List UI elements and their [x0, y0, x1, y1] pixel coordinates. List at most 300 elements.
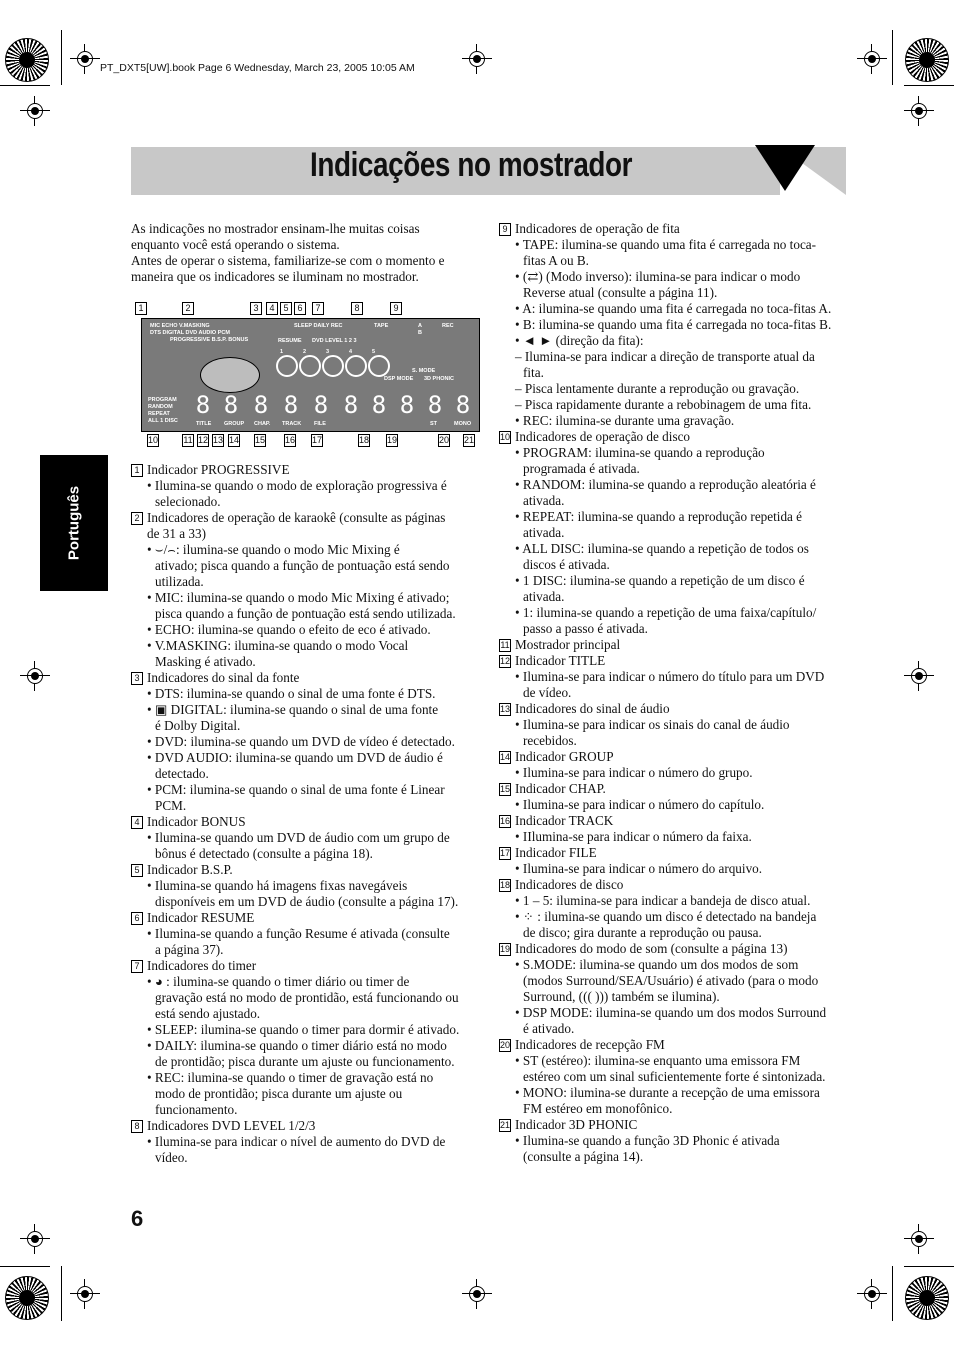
callout-label: 20: [439, 435, 450, 445]
bullet-text: DVD: ilumina-se quando um DVD de vídeo é detectado.: [154, 734, 455, 749]
bullet-icon: •: [515, 573, 523, 588]
continuation-line: vídeo.: [155, 1150, 188, 1165]
bullet-icon: •: [147, 750, 155, 765]
display-sleep: SLEEP DAILY REC: [294, 323, 343, 329]
bullet-line: [131, 734, 479, 750]
continuation-line: ativado; pisca quando a função de pontuação está sendo: [155, 558, 450, 573]
item-heading-text: Indicador TITLE: [515, 653, 606, 668]
bullet-icon: •: [515, 413, 523, 428]
continuation-line: de prontidão; pisca durante um ajuste ou funcionamento.: [155, 1054, 455, 1069]
bullet-line: [499, 413, 849, 429]
bullet-line: [499, 237, 849, 253]
item-heading: [499, 701, 849, 717]
continuation-line: (consulte a página 14).: [523, 1149, 644, 1164]
item-heading-text: Indicadores do modo de som (consulte a página 13): [515, 941, 788, 956]
callout-label: 4: [266, 302, 278, 315]
bullet-text: (⇄) (Modo inverso): ilumina-se para indicar o modo: [522, 269, 801, 284]
item-heading-text: Indicador GROUP: [515, 749, 614, 764]
bullet-line: [499, 509, 849, 525]
crosshair-mark-icon: [20, 661, 50, 691]
bullet-icon: •: [515, 237, 523, 252]
item-heading-text: Indicador RESUME: [147, 910, 255, 925]
bullet-line: [131, 1038, 479, 1054]
bullet-text: A: ilumina-se quando uma fita é carregada no toca-fitas A.: [522, 301, 832, 316]
bullet-text: 1 – 5: ilumina-se para indicar a bandeja de disco atual.: [522, 893, 811, 908]
bullet-line: [131, 926, 479, 942]
bullet-icon: •: [515, 893, 523, 908]
callout-label: 6: [294, 302, 306, 315]
bullet-text: Ilumina-se para indicar o número do título para um DVD: [522, 669, 825, 684]
bullet-text: REC: ilumina-se durante uma gravação.: [522, 413, 735, 428]
bullet-text: V.MASKING: ilumina-se quando o modo Vocal: [154, 638, 409, 653]
disc-indicator-icon: [299, 355, 321, 377]
item-heading: [499, 429, 849, 445]
display-tape: TAPE: [374, 323, 389, 329]
bullet-icon: •: [515, 797, 523, 812]
item-number-box: 14: [500, 752, 511, 762]
bullet-text: ◄ ► (direção da fita):: [522, 333, 644, 348]
item-number-box: 16: [500, 816, 511, 826]
continuation-line: PCM.: [155, 798, 187, 813]
segment-digit: 8: [195, 391, 211, 419]
item-heading: [131, 910, 479, 926]
bullet-line: [499, 669, 849, 685]
bullet-line: [499, 333, 849, 349]
bullet-line: [499, 605, 849, 621]
bullet-icon: •: [147, 926, 155, 941]
bullet-icon: •: [147, 542, 155, 557]
item-heading: [499, 941, 849, 957]
bullet-icon: •: [515, 509, 523, 524]
display-left-block: ALL 1 DISC: [148, 418, 178, 424]
bullet-icon: •: [147, 830, 155, 845]
continuation-line: pisca quando a função de pontuação está sendo utilizada.: [155, 606, 456, 621]
bullet-icon: •: [515, 541, 523, 556]
bullet-icon: •: [515, 829, 523, 844]
crosshair-mark-icon: [70, 44, 100, 74]
callout-label: 14: [229, 435, 240, 445]
continuation-line: gravação está no modo de prontidão, está funcionando ou: [155, 990, 459, 1005]
crop-mark: [892, 1266, 893, 1321]
item-number-box: 1: [131, 464, 143, 477]
bullet-icon: •: [147, 622, 155, 637]
crosshair-mark-icon: [20, 96, 50, 126]
bullet-icon: •: [515, 909, 523, 924]
item-heading: [131, 670, 479, 686]
display-smode: S. MODE: [412, 368, 436, 374]
item-heading: [131, 462, 479, 478]
bullet-text: Ilumina-se quando a função 3D Phonic é ativada: [522, 1133, 780, 1148]
crop-mark: [904, 85, 954, 86]
segment-digit: 8: [253, 391, 269, 419]
segment-digit: 8: [371, 391, 387, 419]
item-number-box: 5: [131, 864, 143, 877]
intro-paragraph: [131, 221, 476, 285]
bullet-line: [499, 445, 849, 461]
bullet-text: Ilumina-se para indicar o número do arquivo.: [522, 861, 763, 876]
intro-line: Antes de operar o sistema, familiarize-se com o momento e: [131, 253, 445, 268]
crosshair-mark-icon: [70, 1279, 100, 1309]
disc-number: 4: [349, 349, 353, 355]
continuation-line: disponíveis em um DVD de áudio (consulte a página 17).: [155, 894, 459, 909]
left-column: [131, 462, 479, 1166]
bullet-text: B: ilumina-se quando uma fita é carregada no toca-fitas B.: [522, 317, 832, 332]
disc-indicator-icon: [322, 355, 344, 377]
display-a: A: [418, 323, 422, 329]
bullet-text: ⁘ : ilumina-se quando um disco é detectado na bandeja: [522, 909, 817, 924]
bullet-line: [499, 573, 849, 589]
item-heading: [499, 845, 849, 861]
continuation-line: funcionamento.: [155, 1102, 238, 1117]
item-heading-text: Indicadores DVD LEVEL 1/2/3: [147, 1118, 316, 1133]
bullet-line: [131, 590, 479, 606]
item-number-box: 8: [131, 1120, 143, 1133]
crosshair-mark-icon: [904, 1224, 934, 1254]
item-heading-text: Indicador B.S.P.: [147, 862, 233, 877]
display-left-block: REPEAT: [148, 411, 170, 417]
item-heading-text: Indicadores de operação de karaokê (consulte as páginas: [147, 510, 446, 525]
item-heading: [131, 510, 479, 526]
crosshair-mark-icon: [857, 1279, 887, 1309]
continuation-line: bônus é detectado (consulte a página 18).: [155, 846, 373, 861]
bullet-icon: •: [147, 686, 155, 701]
continuation-line: está sendo ajustado.: [155, 1006, 261, 1021]
bullet-line: [131, 878, 479, 894]
item-number-box: 2: [131, 512, 143, 525]
item-heading-text: Indicadores do sinal da fonte: [147, 670, 300, 685]
bullet-line: [499, 477, 849, 493]
item-number-box: 7: [131, 960, 143, 973]
dash-line: [499, 349, 849, 365]
bullet-icon: •: [515, 669, 523, 684]
bullet-icon: •: [515, 445, 523, 460]
page-title: Indicações no mostrador: [310, 146, 633, 184]
callout-label: 19: [387, 435, 398, 445]
bullet-line: [499, 909, 849, 925]
bullet-line: [499, 717, 849, 733]
continuation-line: passo a passo é ativada.: [523, 621, 648, 636]
continuation-line: selecionado.: [155, 494, 221, 509]
item-heading: [499, 637, 849, 653]
display-b: B: [418, 330, 422, 336]
item-heading-text: Indicadores do timer: [147, 958, 257, 973]
display-dvd-level: DVD LEVEL 1 2 3: [312, 338, 357, 344]
item-number-box: 19: [500, 944, 511, 954]
right-column: [499, 221, 849, 1165]
crosshair-mark-icon: [462, 44, 492, 74]
bullet-text: SLEEP: ilumina-se quando o timer para dormir é ativado.: [154, 1022, 460, 1037]
callout-label: 2: [182, 302, 194, 315]
language-side-tab-label: Português: [65, 485, 83, 561]
crop-mark: [61, 30, 62, 85]
registration-starburst-icon: [905, 38, 949, 82]
item-number-box: 12: [500, 656, 511, 666]
bullet-text: ECHO: ilumina-se quando o efeito de eco é ativado.: [154, 622, 431, 637]
item-heading: [499, 1117, 849, 1133]
continuation-line: fita.: [523, 365, 544, 380]
bullet-icon: •: [147, 1038, 155, 1053]
item-heading: [499, 781, 849, 797]
display-under-label: FILE: [314, 421, 326, 427]
bullet-icon: •: [147, 1134, 155, 1149]
bullet-line: [131, 1070, 479, 1086]
disc-tray-icon: [200, 357, 260, 393]
bullet-line: [499, 317, 849, 333]
item-heading: [131, 1118, 479, 1134]
bullet-icon: •: [515, 1133, 523, 1148]
bullet-line: [131, 830, 479, 846]
bullet-text: REC: ilumina-se quando o timer de gravação está no: [154, 1070, 434, 1085]
display-resume: RESUME: [278, 338, 302, 344]
item-number-box: 3: [131, 672, 143, 685]
bullet-line: [131, 638, 479, 654]
continuation-line: estéreo com um sinal suficientemente forte é sintonizada.: [523, 1069, 826, 1084]
bullet-icon: •: [147, 734, 155, 749]
intro-line: maneira que os indicadores se iluminam no mostrador.: [131, 269, 419, 284]
bullet-icon: •: [147, 878, 155, 893]
bullet-text: RANDOM: ilumina-se quando a reprodução aleatória é: [522, 477, 816, 492]
book-header-line: PT_DXT5[UW].book Page 6 Wednesday, March 23, 2005 10:05 AM: [100, 62, 415, 74]
bullet-icon: •: [515, 1053, 523, 1068]
display-left-block: PROGRAM: [148, 397, 177, 403]
display-st: ST: [430, 421, 438, 427]
bullet-icon: •: [147, 1022, 155, 1037]
crop-mark: [904, 1266, 954, 1267]
disc-indicator-icon: [368, 355, 390, 377]
bullet-icon: •: [147, 590, 155, 605]
bullet-icon: •: [147, 782, 155, 797]
segment-digit: 8: [455, 391, 471, 419]
intro-line: As indicações no mostrador ensinam-lhe muitas coisas: [131, 221, 420, 236]
segment-digit: 8: [427, 391, 443, 419]
bullet-icon: •: [147, 1070, 155, 1085]
display-left-block: RANDOM: [148, 404, 173, 410]
bullet-text: Ilumina-se para indicar os sinais do canal de áudio: [522, 717, 790, 732]
bullet-text: Ilumina-se para indicar o número do capítulo.: [522, 797, 765, 812]
continuation-line: recebidos.: [523, 733, 577, 748]
bullet-icon: •: [515, 957, 523, 972]
item-heading: [499, 221, 849, 237]
title-triangle-icon: [750, 143, 850, 197]
bullet-text: ⌣/⌢: ilumina-se quando o modo Mic Mixing é: [154, 542, 400, 557]
callout-label: 3: [250, 302, 262, 315]
bullet-text: MIC: ilumina-se quando o modo Mic Mixing é ativado;: [154, 590, 450, 605]
continuation-line: é ativado.: [523, 1021, 575, 1036]
bullet-text: PCM: ilumina-se quando o sinal de uma fonte é Linear: [154, 782, 445, 797]
callout-label: 9: [390, 302, 402, 315]
continuation-line: ativada.: [523, 589, 565, 604]
item-heading: [499, 653, 849, 669]
bullet-text: Ilumina-se quando a função Resume é ativada (consulte: [154, 926, 450, 941]
item-number-box: 4: [131, 816, 143, 829]
bullet-text: IIlumina-se para indicar o número da faixa.: [522, 829, 752, 844]
segment-digit: 8: [283, 391, 299, 419]
language-side-tab: [40, 455, 108, 591]
item-heading-text: Indicador FILE: [515, 845, 597, 860]
bullet-line: [131, 750, 479, 766]
item-heading-text: Indicador 3D PHONIC: [515, 1117, 638, 1132]
segment-digit: 8: [223, 391, 239, 419]
bullet-icon: •: [515, 301, 523, 316]
bullet-icon: •: [515, 1005, 523, 1020]
bullet-icon: •: [147, 478, 155, 493]
continuation-line: FM estéreo em monofônico.: [523, 1101, 673, 1116]
display-diagram: [131, 300, 478, 450]
bullet-line: [499, 893, 849, 909]
crosshair-mark-icon: [857, 44, 887, 74]
item-heading-text: Indicador TRACK: [515, 813, 614, 828]
bullet-text: Ilumina-se quando o modo de exploração progressiva é: [154, 478, 447, 493]
callout-label: 16: [285, 435, 296, 445]
bullet-text: DTS: ilumina-se quando o sinal de uma fonte é DTS.: [154, 686, 436, 701]
bullet-icon: •: [515, 477, 523, 492]
bullet-line: [499, 797, 849, 813]
bullet-line: [499, 829, 849, 845]
item-number-box: 13: [500, 704, 511, 714]
display-row3: PROGRESSIVE B.S.P. BONUS: [170, 337, 249, 343]
continuation-line: ativada.: [523, 525, 565, 540]
bullet-icon: •: [147, 702, 155, 717]
display-mono: MONO: [454, 421, 472, 427]
dash-text: Ilumina-se para indicar a direção de transporte atual da: [524, 349, 815, 364]
dash-icon: –: [515, 349, 525, 364]
continuation-line: a página 37).: [155, 942, 224, 957]
display-under-label: TRACK: [282, 421, 302, 427]
continuation-line: é Dolby Digital.: [155, 718, 241, 733]
bullet-line: [499, 1053, 849, 1069]
continuation-line: fitas A ou B.: [523, 253, 589, 268]
bullet-text: REPEAT: ilumina-se quando a reprodução repetida é: [522, 509, 803, 524]
display-dsp: DSP MODE: [384, 376, 414, 382]
callout-label: 17: [312, 435, 323, 445]
item-heading: [499, 749, 849, 765]
bullet-line: [131, 686, 479, 702]
callout-label: 1: [135, 302, 147, 315]
bullet-line: [131, 1134, 479, 1150]
bullet-icon: •: [515, 269, 523, 284]
bullet-icon: •: [147, 974, 155, 989]
bullet-line: [499, 1085, 849, 1101]
bullet-line: [131, 702, 479, 718]
bullet-text: MONO: ilumina-se durante a recepção de uma emissora: [522, 1085, 820, 1100]
display-row2: DTS DIGITAL DVD AUDIO PCM: [150, 330, 230, 336]
item-heading: [499, 1037, 849, 1053]
callout-label: 21: [464, 435, 475, 445]
continuation-line: utilizada.: [155, 574, 204, 589]
intro-line: enquanto você está operando o sistema.: [131, 237, 340, 252]
callout-label: 5: [280, 302, 292, 315]
crosshair-mark-icon: [904, 661, 934, 691]
bullet-text: DAILY: ilumina-se quando o timer diário está no modo: [154, 1038, 447, 1053]
item-heading-text: Indicadores de disco: [515, 877, 624, 892]
item-heading: [499, 877, 849, 893]
callout-label: 18: [359, 435, 370, 445]
bullet-text: DVD AUDIO: ilumina-se quando um DVD de áudio é: [154, 750, 443, 765]
item-number-box: 10: [500, 432, 511, 442]
registration-starburst-icon: [905, 1276, 949, 1320]
callout-label: 11: [183, 435, 193, 445]
bullet-line: [131, 478, 479, 494]
item-heading-continued: de 31 a 33): [147, 526, 206, 541]
segment-digit: 8: [399, 391, 415, 419]
bullet-line: [499, 861, 849, 877]
display-under-label: GROUP: [224, 421, 245, 427]
item-heading-text: Indicadores de operação de fita: [515, 221, 680, 236]
disc-number: 5: [372, 349, 376, 355]
item-number-box: 20: [500, 1040, 511, 1050]
item-heading: [131, 814, 479, 830]
display-panel: [141, 318, 480, 432]
item-number-box: 6: [131, 912, 143, 925]
continuation-line: Masking é ativado.: [155, 654, 256, 669]
item-heading-text: Indicadores de operação de disco: [515, 429, 691, 444]
display-phonic: 3D PHONIC: [424, 376, 454, 382]
callout-label: 8: [351, 302, 363, 315]
continuation-line: programada é ativada.: [523, 461, 640, 476]
disc-indicator-icon: [345, 355, 367, 377]
bullet-text: Ilumina-se quando há imagens fixas navegáveis: [154, 878, 408, 893]
bullet-text: TAPE: ilumina-se quando uma fita é carregada no toca-: [522, 237, 817, 252]
item-heading: [131, 958, 479, 974]
display-under-label: CHAP.: [254, 421, 271, 427]
dash-line: [499, 397, 849, 413]
continuation-line: modo de prontidão; pisca durante um ajuste ou: [155, 1086, 403, 1101]
bullet-text: 1 DISC: ilumina-se quando a repetição de um disco é: [522, 573, 805, 588]
crop-mark: [0, 1266, 50, 1267]
item-heading: [131, 862, 479, 878]
bullet-line: [499, 1133, 849, 1149]
callout-label: 10: [148, 435, 159, 445]
item-heading-text: Indicador CHAP.: [515, 781, 606, 796]
item-heading-text: Indicadores de recepção FM: [515, 1037, 665, 1052]
continuation-line: de disco; gira durante a reprodução ou pausa.: [523, 925, 762, 940]
bullet-line: [499, 301, 849, 317]
item-heading: [499, 813, 849, 829]
display-rec: REC: [442, 323, 454, 329]
registration-starburst-icon: [5, 1276, 49, 1320]
item-number-box: 21: [500, 1120, 511, 1130]
crop-mark: [61, 1266, 62, 1321]
page-number: 6: [131, 1206, 144, 1231]
bullet-text: Ilumina-se para indicar o número do grupo.: [522, 765, 753, 780]
bullet-icon: •: [515, 765, 523, 780]
continuation-line: de vídeo.: [523, 685, 572, 700]
bullet-line: [499, 957, 849, 973]
bullet-text: S.MODE: ilumina-se quando um dos modos de som: [522, 957, 799, 972]
item-number-box: 11: [500, 640, 510, 650]
item-number-box: 18: [500, 880, 511, 890]
bullet-text: 1: ilumina-se quando a repetição de uma faixa/capítulo/: [522, 605, 817, 620]
bullet-line: [131, 782, 479, 798]
bullet-text: ST (estéreo): ilumina-se enquanto uma emissora FM: [522, 1053, 801, 1068]
callout-label: 7: [312, 302, 324, 315]
bullet-text: DSP MODE: ilumina-se quando um dos modos Surround: [522, 1005, 827, 1020]
item-heading-text: Mostrador principal: [515, 637, 621, 652]
display-under-label: TITLE: [196, 421, 212, 427]
continuation-line: ativada.: [523, 493, 565, 508]
bullet-icon: •: [515, 717, 523, 732]
bullet-icon: •: [147, 638, 155, 653]
bullet-line: [131, 542, 479, 558]
disc-number: 1: [280, 349, 284, 355]
registration-starburst-icon: [5, 38, 49, 82]
bullet-line: [499, 1005, 849, 1021]
continuation-line: Reverse atual (consulte a página 11).: [523, 285, 718, 300]
disc-number: 3: [326, 349, 330, 355]
bullet-icon: •: [515, 317, 523, 332]
callout-label: 15: [255, 435, 266, 445]
bullet-line: [131, 1022, 479, 1038]
